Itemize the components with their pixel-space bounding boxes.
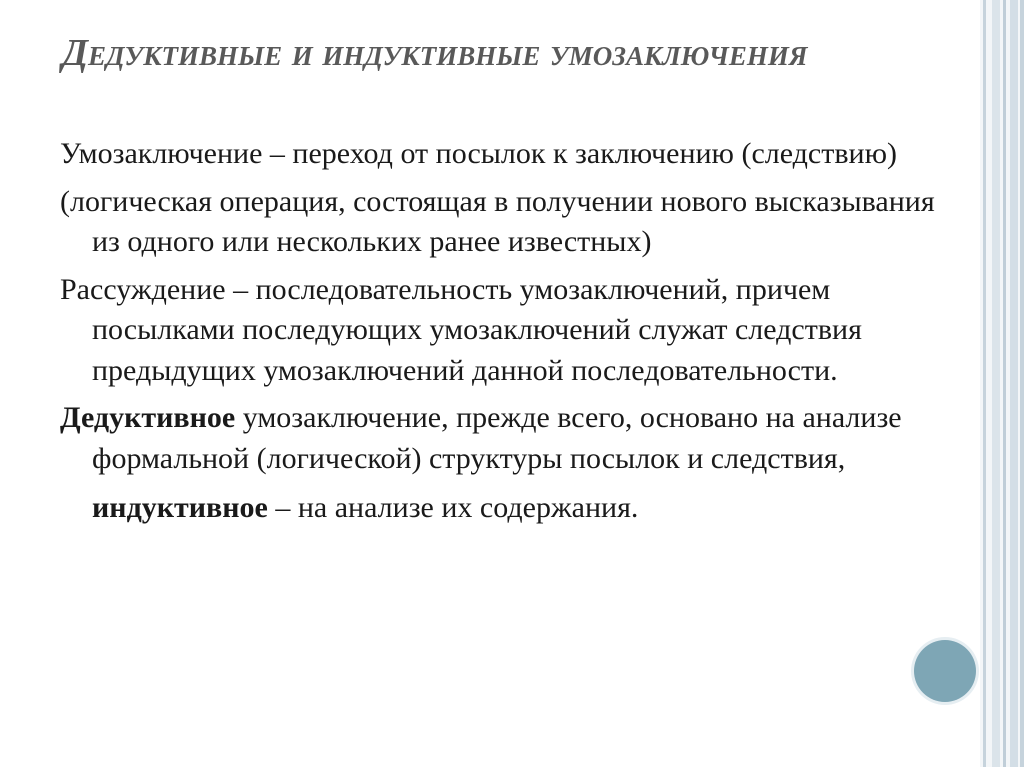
term-deductive: Дедуктивное [60,401,236,434]
paragraph-operation: (логическая операция, состоящая в получении нового высказывания из одного или нескольких ранее известных) [60,184,935,258]
decorative-circle [914,640,976,702]
border-stripe [1020,0,1024,767]
paragraph-inductive [60,488,960,529]
paragraph-reasoning: Рассуждение – последовательность умозаключений, причем посылками последующих умозаключений служат следствия предыдущих умозаключений данной последовательности. [60,272,862,387]
deductive-text: умозаключение, прежде всего, основано на анализе формальной (логической) структуры посылок и следствия, [92,401,902,475]
paragraph-deductive [60,398,960,479]
border-stripe [1003,0,1006,767]
paragraph-definition: Умозаключение – переход от посылок к заключению (следствию) [60,137,897,170]
border-stripe [1010,0,1018,767]
inductive-text: – на анализе их содержания. [267,491,639,524]
border-stripe [983,0,986,767]
border-stripe [992,0,1000,767]
slide-title: Дедуктивные и индуктивные умозаключения [62,32,808,74]
slide-body [60,134,960,536]
term-inductive: индуктивное [92,491,268,524]
